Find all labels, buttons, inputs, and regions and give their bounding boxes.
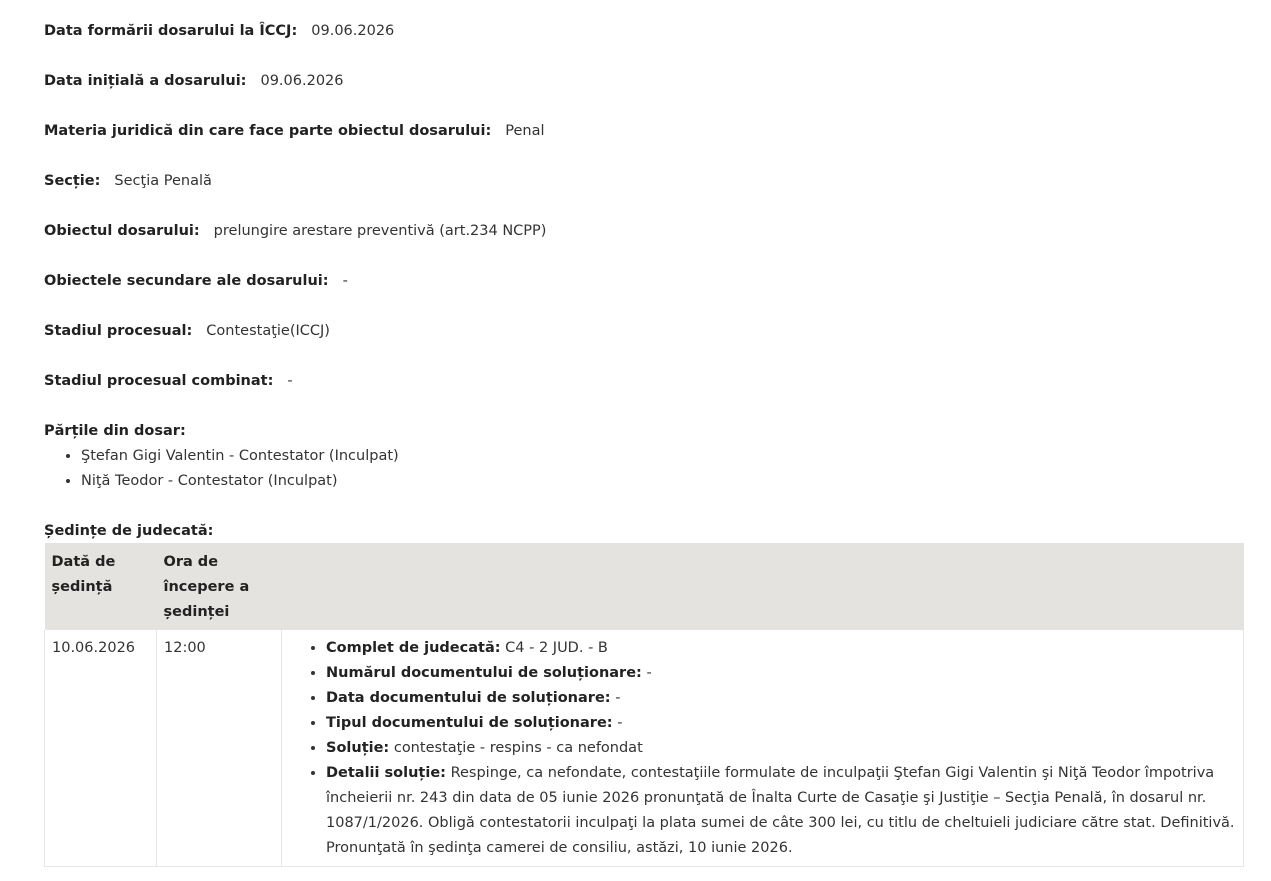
- field-value: 09.06.2026: [260, 73, 344, 89]
- header-session-date: Dată de ședință: [45, 543, 157, 630]
- session-details-list: [289, 636, 1236, 861]
- detail-solution: [326, 736, 1236, 761]
- header-session-time: Ora de începere a ședinței: [157, 543, 282, 630]
- detail-label: Data documentului de soluționare:: [326, 690, 611, 706]
- field-secondary-objects: [44, 269, 1244, 294]
- field-value: Secţia Penală: [114, 173, 212, 189]
- field-legal-matter: [44, 119, 1244, 144]
- detail-solution-doc-date: [326, 686, 1236, 711]
- detail-label: Complet de judecată:: [326, 640, 501, 656]
- detail-value: C4 - 2 JUD. - B: [505, 640, 608, 656]
- detail-value: contestaţie - respins - ca nefondat: [393, 740, 643, 756]
- sessions-header-row: [45, 543, 1244, 630]
- field-section: [44, 169, 1244, 194]
- field-label: Secție:: [44, 173, 101, 189]
- session-date: 10.06.2026: [45, 630, 157, 867]
- sessions-title: Ședințe de judecată:: [44, 523, 214, 539]
- detail-value: -: [615, 690, 621, 706]
- field-value: 09.06.2026: [311, 23, 395, 39]
- session-details: [282, 630, 1244, 867]
- detail-panel: [326, 636, 1236, 661]
- detail-value: Respinge, ca nefondate, contestaţiile formulate de inculpaţii Ştefan Gigi Valentin şi Niţă Teodor împotriva încheierii nr. 243 din data de 05 iunie 2026 pronunţată de Înalta Curte de Casaţie şi Justiţie – Secţia Penală, în dosarul nr. 1087/1/2026. Obligă contestatorii inculpaţi la plata sumei de câte 300 lei, cu titlu de cheltuieli judiciare către stat. Definitivă. Pronunţată în şedinţa camerei de consiliu, astăzi, 10 iunie 2026.: [326, 765, 1235, 856]
- field-value: Penal: [505, 123, 545, 139]
- session-time: 12:00: [157, 630, 282, 867]
- detail-label: Numărul documentului de soluționare:: [326, 665, 642, 681]
- field-value: -: [342, 273, 348, 289]
- detail-solution-doc-type: [326, 711, 1236, 736]
- header-session-details: [282, 543, 1244, 630]
- field-value: -: [287, 373, 293, 389]
- case-details: [44, 19, 1244, 867]
- parties-title: Părțile din dosar:: [44, 423, 186, 439]
- table-row: [45, 630, 1244, 867]
- detail-value: -: [617, 715, 623, 731]
- field-combined-stage: [44, 369, 1244, 394]
- field-label: Obiectele secundare ale dosarului:: [44, 273, 329, 289]
- party-item: • Niţă Teodor - Contestator (Inculpat): [81, 469, 1244, 494]
- sessions-table: [44, 543, 1244, 867]
- party-item: • Ştefan Gigi Valentin - Contestator (Inculpat): [81, 444, 1244, 469]
- field-label: Obiectul dosarului:: [44, 223, 200, 239]
- field-procedural-stage: [44, 319, 1244, 344]
- detail-solution-details: [326, 761, 1236, 861]
- detail-label: Tipul documentului de soluționare:: [326, 715, 613, 731]
- detail-value: -: [646, 665, 652, 681]
- field-initial-date: [44, 69, 1244, 94]
- parties-list: [44, 444, 1244, 494]
- detail-label: Detalii soluție:: [326, 765, 446, 781]
- detail-label: Soluție:: [326, 740, 390, 756]
- field-iccj-formation-date: [44, 19, 1244, 44]
- field-case-object: [44, 219, 1244, 244]
- field-label: Stadiul procesual:: [44, 323, 193, 339]
- field-value: Contestaţie(ICCJ): [206, 323, 330, 339]
- field-label: Materia juridică din care face parte obiectul dosarului:: [44, 123, 492, 139]
- field-label: Data formării dosarului la ÎCCJ:: [44, 23, 298, 39]
- detail-solution-doc-number: [326, 661, 1236, 686]
- field-value: prelungire arestare preventivă (art.234 NCPP): [213, 223, 547, 239]
- field-label: Stadiul procesual combinat:: [44, 373, 274, 389]
- field-label: Data inițială a dosarului:: [44, 73, 247, 89]
